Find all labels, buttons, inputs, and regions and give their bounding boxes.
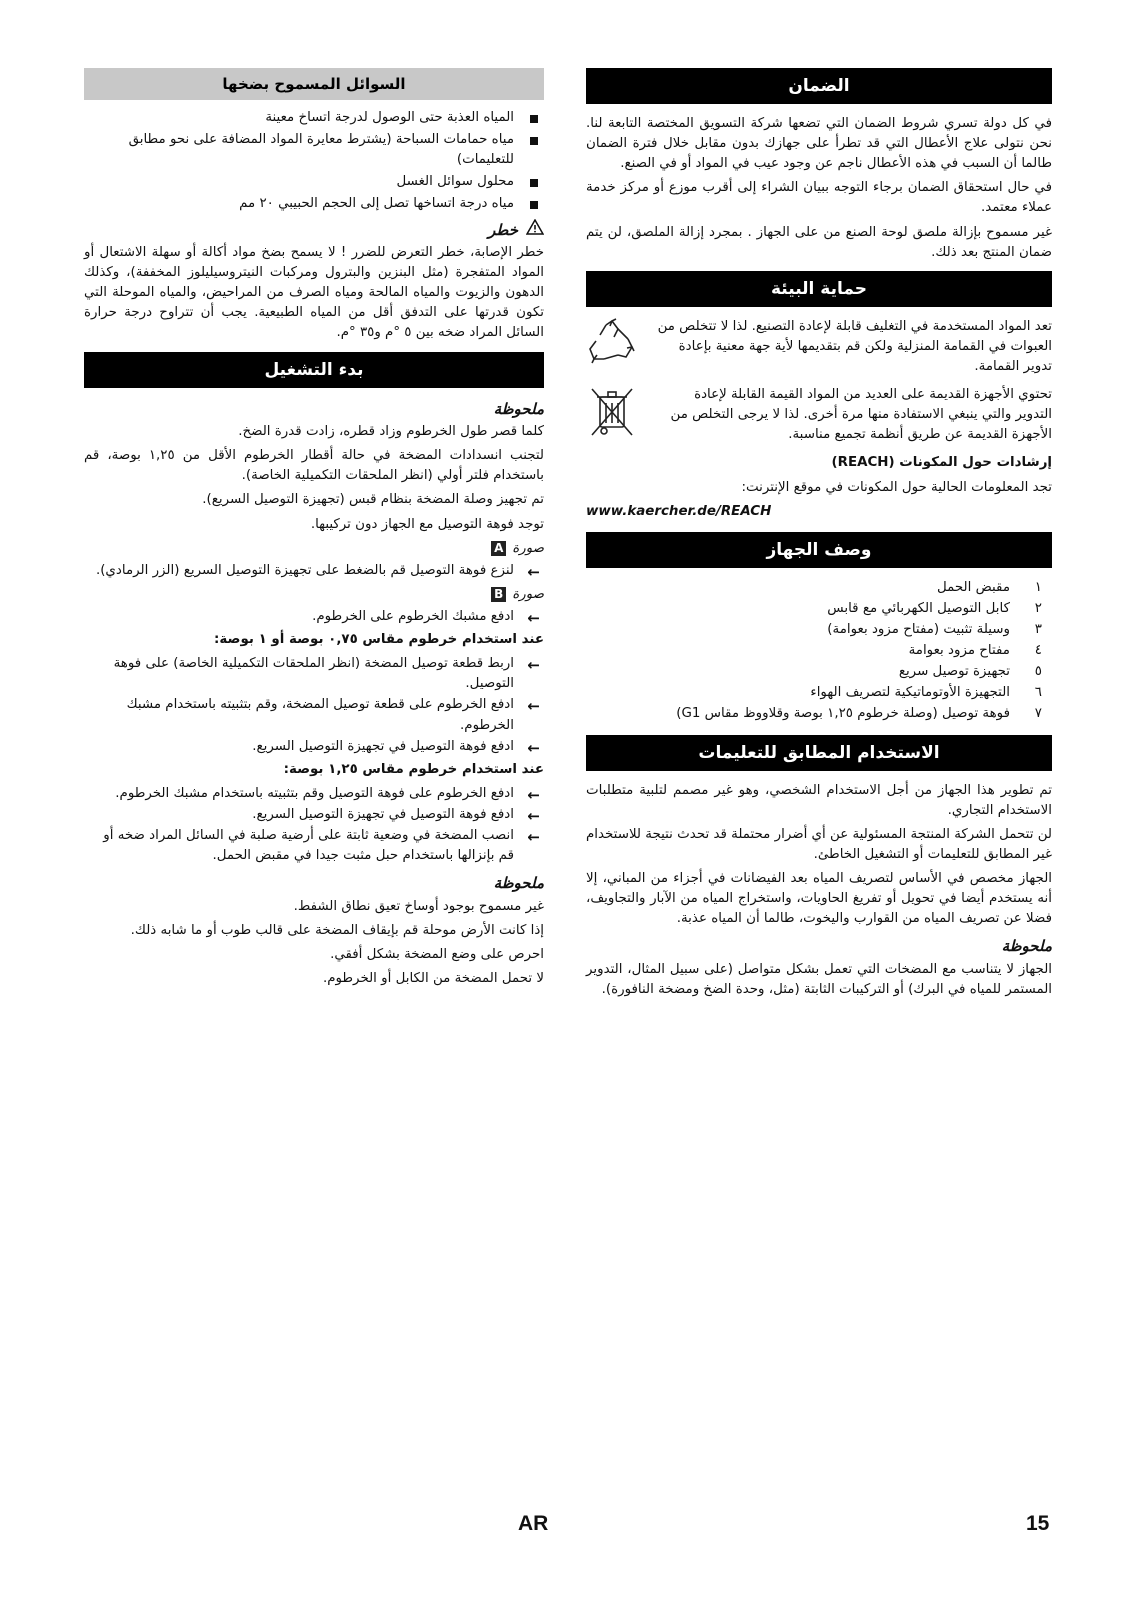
step-item: ← ادفع فوهة التوصيل في تجهيزة التوصيل السريع. [84,805,544,825]
parts-list-item: ٧ فوهة توصيل (وصلة خرطوم ١,٢٥ بوصة وقلاووظ مقاس G1) [676,706,1042,722]
operation-note2-line: احرص على وضع المضخة بشكل أفقي. [330,947,544,962]
danger-row [84,219,544,242]
operation-note-label: ملحوظة [493,399,544,418]
intended-use-note-text: الجهاز لا يتناسب مع المضخات التي تعمل بشكل متواصل (على سبيل المثال، التدوير المستمر للمياه في البرك) أو التركيبات الثابتة (مثل، وحدة الضخ ومضخة النافورة). [586,961,1052,997]
reach-text: تجد المعلومات الحالية حول المكونات في موقع الإنترنت: [741,479,1052,495]
liquids-list-item: المياه العذبة حتى الوصول لدرجة اتساخ معينة [84,108,544,128]
arrow-left-icon: ← [527,785,540,804]
step-item: ← ادفع فوهة التوصيل في تجهيزة التوصيل السريع. [84,737,544,757]
hose-large-steps [84,784,544,866]
warning-triangle-icon [526,219,544,242]
intended-use-note-label: ملحوظة [1001,937,1052,956]
parts-list-item: ٦ التجهيزة الأوتوماتيكية لتصريف الهواء [810,685,1042,701]
intended-use-heading: الاستخدام المطابق للتعليمات [586,735,1052,771]
danger-text: خطر الإصابة، خطر التعرض للضرر ! لا يسمح بضخ مواد أكالة أو سهلة الاشتعال أو المواد المتفجرة (مثل البنزين والبترول ومركبات النيتروسيليلوز المخففة)، وكذلك الدهون والزيوت والمياه المالحة ومياه الصرف من المراحيض، والمياه الموحلة التي تكون قدرتها على التدفق أقل من المياه الطبيعية. يجب أن تتراوح درجة حرارة السائل المراد ضخه بين ٥ °م و٣٥ °م. [84,245,544,341]
parts-list [586,578,1052,725]
parts-list-item: ١ مقبض الحمل [937,579,1042,595]
figure-a-label: صورة [512,540,544,556]
recycle-block [586,317,1052,377]
arrow-left-icon: ← [527,828,540,847]
liquids-heading: السوائل المسموح بضخها [84,68,544,100]
footer-language: AR [518,1512,549,1535]
recycle-text: تعد المواد المستخدمة في التغليف قابلة لإعادة التصنيع. لذا لا تتخلص من العبوات في القمامة المنزلية ولكن قم بتقديمها لأية جهة معنية بإعادة تدوير القمامة. [657,318,1052,374]
hose-small-steps [84,654,544,757]
operation-note2-line: إذا كانت الأرض موحلة قم بإيقاف المضخة على قالب طوب أو ما شابه ذلك. [130,922,544,938]
liquids-list-item: مياه حمامات السباحة (يشترط معايرة المواد المضافة على نحو مطابق للتعليمات) [84,130,544,170]
parts-list-item: ٣ وسيلة تثبيت (مفتاح مزود بعوامة) [827,621,1042,637]
left-column [84,68,544,993]
weee-block [586,385,1052,445]
parts-list-item: ٤ مفتاح مزود بعوامة [908,643,1042,659]
weee-text: تحتوي الأجهزة القديمة على العديد من المواد القيمة القابلة لإعادة التدوير والتي ينبغي الاستفادة منها مرة أخرى. لذا لا يرجى التخلص من الأجهزة القديمة عن طريق أنظمة تجميع مناسبة. [670,387,1052,443]
operation-heading: بدء التشغيل [84,352,544,388]
operation-paragraph-1: كلما قصر طول الخرطوم وزاد قطره، زادت قدرة الضخ. [238,424,544,440]
figure-a-badge: A [491,541,506,556]
description-heading: وصف الجهاز [586,532,1052,568]
warranty-heading: الضمان [586,68,1052,104]
operation-note2-label: ملحوظة [493,874,544,893]
figure-a-ref [84,539,544,559]
figure-b-badge: B [491,587,506,602]
right-column [586,68,1052,1004]
arrow-left-icon: ← [527,806,540,825]
reach-title: إرشادات حول المكونات (REACH) [831,455,1052,471]
environment-heading: حماية البيئة [586,271,1052,307]
warranty-paragraph-3: غير مسموح بإزالة ملصق لوحة الصنع من على الجهاز . بمجرد إزالة الملصق، لن يتم ضمان المنتج بعد ذلك. [586,224,1052,260]
operation-note2-line: غير مسموح بوجود أوساخ تعيق نطاق الشفط. [293,898,544,914]
page-number: 15 [1026,1512,1050,1535]
arrow-left-icon: ← [527,562,540,581]
arrow-left-icon: ← [527,608,540,627]
operation-note2-line: لا تحمل المضخة من الكابل أو الخرطوم. [322,971,544,987]
parts-list-item: ٢ كابل التوصيل الكهربائي مع قابس [827,600,1042,616]
intended-use-paragraph-3: الجهاز مخصص في الأساس لتصريف المياه بعد الفيضانات في أجزاء من المباني، إلا أنه يستخدم أيضا في تحويل أو تفريغ الحاويات، واستخراج المياه من الآبار والتجاويف، فضلا عن تصريف المياه من القوارب واليخوت، طالما أن المياه عذبة. [586,870,1052,927]
operation-paragraph-3: تم تجهيز وصلة المضخة بنظام قبس (تجهيزة التوصيل السريع). [202,492,544,508]
intended-use-paragraph-1: تم تطوير هذا الجهاز من أجل الاستخدام الشخصي، وهو غير مصمم لتلبية متطلبات الاستخدام التجاري. [586,782,1052,818]
recycle-icon [586,317,638,369]
operation-paragraph-2: لتجنب انسدادات المضخة في حالة أقطار الخرطوم الأقل من ١,٢٥ بوصة، قم باستخدام فلتر أولي (انظر الملحقات التكميلية الخاصة). [84,448,544,484]
step-item: ← ادفع الخرطوم على فوهة التوصيل وقم بتثبيته باستخدام مشبك الخرطوم. [84,784,544,804]
operation-paragraph-4: توجد فوهة التوصيل مع الجهاز دون تركيبها. [310,516,544,532]
figure-a-steps [84,561,544,581]
arrow-left-icon: ← [527,656,540,675]
hose-large-title: عند استخدام خرطوم مقاس ١,٢٥ بوصة: [283,761,544,777]
step-item: ← ادفع الخرطوم على قطعة توصيل المضخة، وقم بتثبيته باستخدام مشبك الخرطوم. [126,697,540,733]
hose-small-title: عند استخدام خرطوم مقاس ٠,٧٥ بوصة أو ١ بوصة: [214,632,544,648]
warranty-paragraph-1: في كل دولة تسري شروط الضمان التي تضعها شركة التسويق المختصة التابعة لنا. نحن نتولى علاج الأعطال التي قد تطرأ على جهازك بدون مقابل خلال فترة الضمان طالما أن السبب في هذه الأعطال ناجم عن وجود عيب في المواد أو في الصنع. [586,116,1052,172]
crossed-bin-icon [586,385,638,437]
danger-label: خطر [488,220,518,239]
warranty-paragraph-2: في حال استحقاق الضمان برجاء التوجه ببيان الشراء إلى أقرب موزع أو مركز خدمة عملاء معتمد. [586,180,1052,216]
step-item: ← لنزع فوهة التوصيل قم بالضغط على تجهيزة التوصيل السريع (الزر الرمادي). [84,561,544,581]
intended-use-paragraph-2: لن تتحمل الشركة المنتجة المسئولية عن أي أضرار محتملة قد تحدث نتيجة للاستخدام غير المطابق للتعليمات أو التشغيل الخاطئ. [586,826,1052,862]
figure-b-label: صورة [512,586,544,602]
step-item: ← ادفع مشبك الخرطوم على الخرطوم. [84,607,544,627]
parts-list-item: ٥ تجهيزة توصيل سريع [898,664,1042,680]
figure-b-ref [84,585,544,605]
liquids-list-item: محلول سوائل الغسل [84,172,544,192]
reach-link[interactable]: www.kaercher.de/REACH [586,503,772,519]
arrow-left-icon: ← [527,738,540,757]
step-item: ← انصب المضخة في وضعية ثابتة على أرضية صلبة في السائل المراد ضخه أو قم بإنزالها باستخدام حبل مثبت جيدا في مقبض الحمل. [103,828,540,864]
arrow-left-icon: ← [527,697,540,716]
figure-b-steps [84,607,544,627]
liquids-list-item: مياه درجة اتساخها تصل إلى الحجم الحبيبي ٢٠ مم [84,194,544,214]
step-item: ← اربط قطعة توصيل المضخة (انظر الملحقات التكميلية الخاصة) على فوهة التوصيل. [113,656,540,692]
liquids-list [84,108,544,215]
